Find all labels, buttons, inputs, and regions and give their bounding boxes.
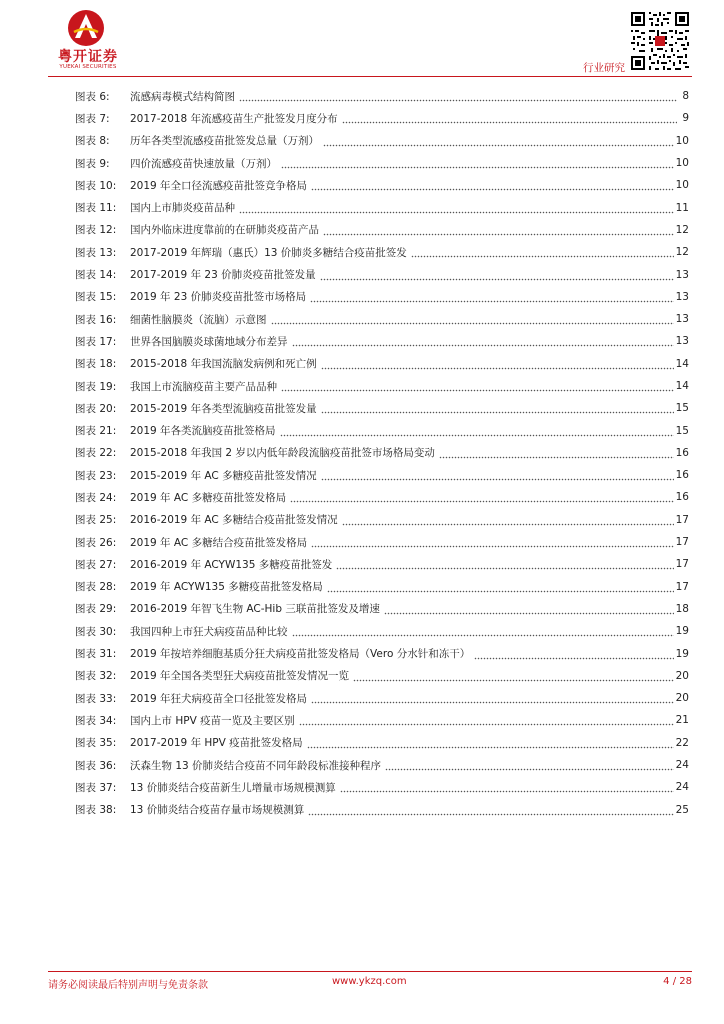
- toc-entry-label: 图表 9:: [75, 157, 110, 170]
- toc-entry-title: 我国四种上市狂犬病疫苗品种比较: [130, 625, 288, 638]
- toc-entry-page: 22: [675, 736, 689, 749]
- toc-dot-leader: [299, 713, 674, 727]
- toc-entry-page: 12: [675, 246, 689, 259]
- toc-entry-label: 图表 28:: [75, 581, 117, 594]
- toc-entry-page: 13: [675, 335, 689, 348]
- toc-entry-title: 2019 年 AC 多糖结合疫苗批签发格局: [130, 536, 308, 549]
- toc-entry[interactable]: [75, 553, 689, 575]
- toc-entry-page: 10: [675, 179, 689, 192]
- toc-entry[interactable]: [75, 286, 689, 308]
- toc-dot-leader: [323, 223, 674, 237]
- toc-entry-page: 12: [675, 223, 689, 236]
- toc-entry-label: 图表 6:: [75, 90, 110, 103]
- toc-dot-leader: [340, 780, 674, 794]
- toc-entry-label: 图表 8:: [75, 135, 110, 148]
- toc-entry-label: 图表 19:: [75, 380, 117, 393]
- toc-dot-leader: [321, 401, 674, 415]
- yuekai-logo-icon: [66, 8, 106, 48]
- toc-entry[interactable]: [75, 442, 689, 464]
- toc-entry-page: 17: [675, 536, 689, 549]
- toc-entry-page: 16: [675, 469, 689, 482]
- toc-dot-leader: [439, 446, 674, 460]
- toc-entry-title: 2019 年 ACYW135 多糖疫苗批签发格局: [130, 581, 323, 594]
- toc-dot-leader: [310, 290, 674, 304]
- toc-entry-label: 图表 27:: [75, 558, 117, 571]
- toc-entry-page: 13: [675, 290, 689, 303]
- toc-entry-page: 24: [675, 781, 689, 794]
- toc-dot-leader: [336, 557, 673, 571]
- figure-index: [75, 85, 689, 821]
- header-divider: [48, 76, 692, 77]
- toc-entry-title: 2017-2019 年辉瑞（惠氏）13 价肺炎多糖结合疫苗批签发: [130, 246, 407, 259]
- toc-dot-leader: [323, 134, 674, 148]
- toc-entry-title: 2017-2018 年流感疫苗生产批签发月度分布: [130, 112, 338, 125]
- toc-entry[interactable]: [75, 754, 689, 776]
- toc-entry-page: 17: [675, 558, 689, 571]
- toc-entry-page: 9: [682, 112, 689, 125]
- toc-entry-title: 2019 年 AC 多糖疫苗批签发格局: [130, 491, 287, 504]
- toc-dot-leader: [271, 312, 674, 326]
- toc-entry[interactable]: [75, 665, 689, 687]
- toc-dot-leader: [311, 535, 674, 549]
- toc-entry-label: 图表 13:: [75, 246, 117, 259]
- toc-entry-page: 16: [675, 446, 689, 459]
- toc-entry-page: 14: [675, 357, 689, 370]
- toc-entry-label: 图表 12:: [75, 224, 117, 237]
- toc-entry-label: 图表 7:: [75, 112, 110, 125]
- toc-entry[interactable]: [75, 375, 689, 397]
- toc-entry[interactable]: [75, 732, 689, 754]
- footer-divider: [48, 971, 692, 972]
- toc-dot-leader: [281, 379, 674, 393]
- toc-entry-label: 图表 35:: [75, 737, 117, 750]
- toc-entry-title: 四价流感疫苗快速放量（万剂）: [130, 157, 277, 170]
- toc-entry-page: 21: [675, 714, 689, 727]
- toc-dot-leader: [311, 691, 674, 705]
- toc-entry-label: 图表 11:: [75, 202, 117, 215]
- toc-entry-label: 图表 30:: [75, 625, 117, 638]
- toc-entry[interactable]: [75, 330, 689, 352]
- toc-entry-title: 2017-2019 年 HPV 疫苗批签发格局: [130, 737, 303, 750]
- section-tag: 行业研究: [583, 62, 625, 74]
- toc-entry[interactable]: [75, 308, 689, 330]
- toc-dot-leader: [239, 89, 677, 103]
- toc-entry-title: 2015-2018 年我国流脑发病例和死亡例: [130, 358, 317, 371]
- logo-text-en: YUEKAI SECURITIES: [59, 64, 117, 70]
- toc-entry-page: 20: [675, 692, 689, 705]
- toc-entry[interactable]: [75, 263, 689, 285]
- toc-entry-label: 图表 17:: [75, 335, 117, 348]
- toc-entry-title: 2016-2019 年智飞生物 AC-Hib 三联苗批签发及增速: [130, 603, 380, 616]
- toc-entry[interactable]: [75, 419, 689, 441]
- toc-entry-page: 19: [675, 647, 689, 660]
- toc-entry-page: 25: [675, 803, 689, 816]
- toc-entry[interactable]: [75, 576, 689, 598]
- toc-entry-label: 图表 37:: [75, 781, 117, 794]
- toc-entry[interactable]: [75, 687, 689, 709]
- toc-dot-leader: [321, 357, 674, 371]
- toc-dot-leader: [321, 468, 674, 482]
- toc-entry[interactable]: [75, 799, 689, 821]
- toc-entry[interactable]: [75, 85, 689, 107]
- toc-entry-label: 图表 29:: [75, 603, 117, 616]
- toc-entry-title: 世界各国脑膜炎球菌地域分布差异: [130, 335, 288, 348]
- toc-entry[interactable]: [75, 486, 689, 508]
- toc-dot-leader: [307, 736, 674, 750]
- toc-entry-title: 历年各类型流感疫苗批签发总量（万剂）: [130, 135, 319, 148]
- toc-entry[interactable]: [75, 196, 689, 218]
- toc-entry-title: 2019 年按培养细胞基质分狂犬病疫苗批签发格局（Vero 分水针和冻干）: [130, 648, 471, 661]
- toc-entry[interactable]: [75, 174, 689, 196]
- toc-entry-label: 图表 34:: [75, 714, 117, 727]
- toc-entry[interactable]: [75, 776, 689, 798]
- toc-entry-title: 细菌性脑膜炎（流脑）示意图: [130, 313, 267, 326]
- toc-entry-label: 图表 18:: [75, 358, 117, 371]
- toc-entry-page: 10: [675, 134, 689, 147]
- toc-dot-leader: [327, 580, 674, 594]
- toc-entry-page: 15: [675, 402, 689, 415]
- toc-entry-label: 图表 22:: [75, 447, 117, 460]
- toc-dot-leader: [280, 424, 674, 438]
- toc-entry-page: 14: [675, 380, 689, 392]
- toc-entry-title: 2016-2019 年 AC 多糖结合疫苗批签发情况: [130, 514, 338, 527]
- logo-text-cn: 粤开证券: [58, 49, 118, 65]
- toc-entry-title: 13 价肺炎结合疫苗存量市场规模测算: [130, 804, 305, 817]
- toc-dot-leader: [239, 201, 674, 215]
- toc-entry-title: 我国上市流脑疫苗主要产品品种: [130, 380, 277, 393]
- toc-dot-leader: [342, 111, 677, 125]
- toc-entry[interactable]: [75, 353, 689, 375]
- toc-dot-leader: [281, 156, 674, 170]
- toc-entry-label: 图表 21:: [75, 425, 117, 438]
- toc-entry-title: 国内上市肺炎疫苗品种: [130, 202, 235, 215]
- footer-page-number: 4 / 28: [663, 976, 692, 987]
- toc-dot-leader: [311, 178, 674, 192]
- toc-entry-page: 16: [675, 491, 689, 504]
- toc-entry-label: 图表 14:: [75, 269, 117, 282]
- toc-entry-page: 15: [675, 424, 689, 437]
- toc-entry[interactable]: [75, 152, 689, 174]
- toc-entry[interactable]: [75, 464, 689, 486]
- toc-dot-leader: [411, 245, 674, 259]
- toc-entry-title: 沃森生物 13 价肺炎结合疫苗不同年龄段标准接种程序: [130, 759, 382, 772]
- toc-entry-title: 2016-2019 年 ACYW135 多糖疫苗批签发: [130, 558, 333, 571]
- qr-code-icon: [631, 12, 689, 70]
- toc-entry-label: 图表 26:: [75, 536, 117, 549]
- toc-entry-label: 图表 15:: [75, 291, 117, 304]
- toc-entry-title: 2017-2019 年 23 价肺炎疫苗批签发量: [130, 269, 316, 282]
- toc-entry-title: 国内上市 HPV 疫苗一览及主要区别: [130, 714, 295, 727]
- toc-entry[interactable]: [75, 598, 689, 620]
- toc-dot-leader: [342, 513, 674, 527]
- toc-dot-leader: [385, 758, 674, 772]
- toc-entry-page: 13: [675, 268, 689, 281]
- toc-dot-leader: [384, 602, 674, 616]
- toc-entry[interactable]: [75, 219, 689, 241]
- toc-entry-title: 2015-2018 年我国 2 岁以内低年龄段流脑疫苗批签市场格局变动: [130, 447, 435, 460]
- toc-entry-page: 13: [675, 313, 689, 326]
- toc-entry-page: 17: [675, 580, 689, 593]
- toc-entry-label: 图表 32:: [75, 670, 117, 683]
- toc-entry-title: 2019 年全国各类型狂犬病疫苗批签发情况一览: [130, 670, 350, 683]
- toc-entry-title: 2019 年各类流脑疫苗批签格局: [130, 425, 276, 438]
- toc-entry-label: 图表 23:: [75, 469, 117, 482]
- toc-entry-label: 图表 31:: [75, 648, 117, 661]
- toc-entry-title: 国内外临床进度靠前的在研肺炎疫苗产品: [130, 224, 319, 237]
- toc-entry-title: 2015-2019 年 AC 多糖疫苗批签发情况: [130, 469, 317, 482]
- toc-dot-leader: [308, 803, 673, 817]
- toc-entry-title: 13 价肺炎结合疫苗新生儿增量市场规模测算: [130, 781, 336, 794]
- toc-dot-leader: [353, 669, 674, 683]
- toc-entry-label: 图表 25:: [75, 514, 117, 527]
- toc-entry-label: 图表 16:: [75, 313, 117, 326]
- toc-entry-page: 24: [675, 759, 689, 772]
- toc-entry-label: 图表 36:: [75, 759, 117, 772]
- toc-entry[interactable]: [75, 397, 689, 419]
- toc-entry-title: 2019 年 23 价肺炎疫苗批签市场格局: [130, 291, 307, 304]
- toc-entry[interactable]: [75, 241, 689, 263]
- toc-entry-title: 2019 年全口径流感疫苗批签竞争格局: [130, 179, 308, 192]
- toc-entry-page: 10: [675, 157, 689, 170]
- toc-entry[interactable]: [75, 130, 689, 152]
- toc-entry-label: 图表 38:: [75, 804, 117, 817]
- footer-website[interactable]: www.ykzq.com: [332, 976, 407, 987]
- page-header: [0, 0, 724, 80]
- toc-entry[interactable]: [75, 531, 689, 553]
- toc-entry-label: 图表 20:: [75, 402, 117, 415]
- toc-entry[interactable]: [75, 509, 689, 531]
- toc-entry-label: 图表 33:: [75, 692, 117, 705]
- toc-entry-label: 图表 10:: [75, 179, 117, 192]
- toc-dot-leader: [320, 268, 674, 282]
- footer-disclaimer: 请务必阅读最后特别声明与免责条款: [48, 980, 208, 991]
- toc-entry-title: 流感病毒模式结构简图: [130, 90, 235, 103]
- toc-entry-page: 8: [682, 90, 689, 103]
- toc-entry-page: 17: [675, 513, 689, 526]
- toc-entry[interactable]: [75, 642, 689, 664]
- toc-entry-page: 19: [675, 625, 689, 638]
- toc-entry[interactable]: [75, 620, 689, 642]
- toc-entry[interactable]: [75, 107, 689, 129]
- toc-entry-page: 18: [675, 602, 689, 615]
- toc-dot-leader: [292, 624, 674, 638]
- toc-entry-page: 11: [675, 201, 689, 214]
- toc-dot-leader: [474, 647, 673, 661]
- toc-entry-title: 2015-2019 年各类型流脑疫苗批签发量: [130, 402, 317, 415]
- toc-entry-title: 2019 年狂犬病疫苗全口径批签发格局: [130, 692, 308, 705]
- toc-entry-label: 图表 24:: [75, 491, 117, 504]
- toc-entry-page: 20: [675, 669, 689, 682]
- toc-dot-leader: [290, 490, 674, 504]
- toc-dot-leader: [292, 334, 674, 348]
- toc-entry[interactable]: [75, 709, 689, 731]
- company-logo: [48, 8, 138, 70]
